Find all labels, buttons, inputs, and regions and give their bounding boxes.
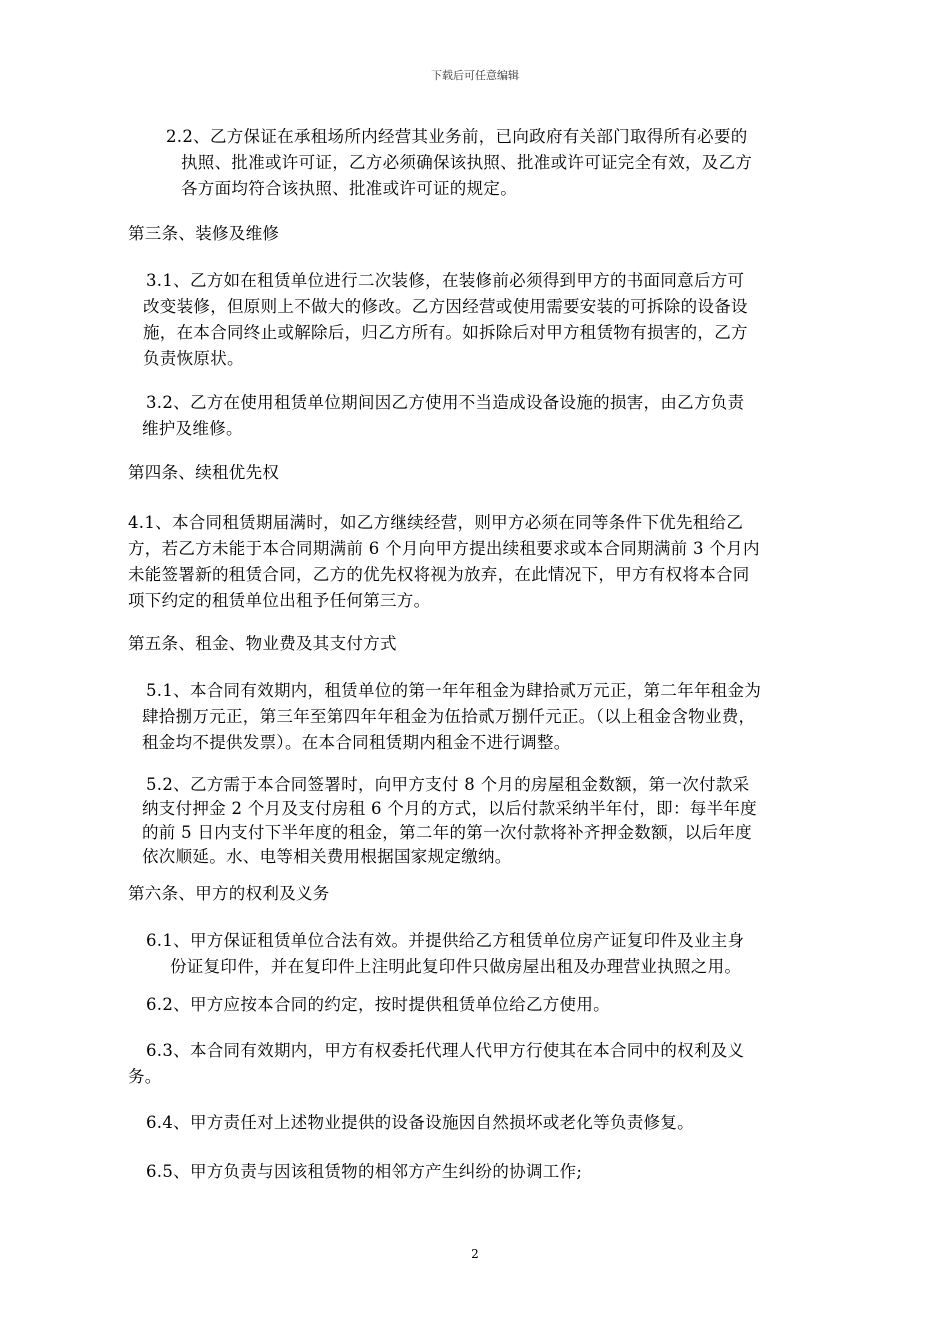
- text-line: 肆拾捌万元正，第三年至第四年年租金为伍拾贰万捌仟元正。（以上租金含物业费，: [142, 707, 756, 726]
- text-line: 方，若乙方未能于本合同期满前 6 个月向甲方提出续租要求或本合同期满前 3 个月内: [128, 539, 760, 558]
- clause-6-4: [146, 1110, 694, 1136]
- section-heading-4: [128, 460, 279, 486]
- text-line: 项下约定的租赁单位出租予任何第三方。: [128, 591, 431, 610]
- text-line: 未能签署新的租赁合同，乙方的优先权将视为放弃，在此情况下，甲方有权将本合同: [128, 565, 750, 584]
- section-heading-5: [128, 631, 397, 657]
- clause-5-2: [142, 773, 757, 869]
- text-line: 租金均不提供发票）。在本合同租赁期内租金不进行调整。: [142, 733, 571, 752]
- text-line: 施，在本合同终止或解除后，归乙方所有。如拆除后对甲方租赁物有损害的，乙方: [143, 323, 748, 342]
- text-line: 负责恢原状。: [143, 349, 244, 368]
- clause-5-1: [142, 678, 762, 756]
- text-line: 依次顺延。水、电等相关费用根据国家规定缴纳。: [142, 847, 512, 866]
- text-line: 份证复印件，并在复印件上注明此复印件只做房屋出租及办理营业执照之用。: [170, 957, 742, 976]
- section-heading-3: [128, 221, 279, 247]
- clause-3-1: [143, 268, 748, 372]
- heading-text: 第五条、租金、物业费及其支付方式: [128, 634, 397, 653]
- text-line: 纳支付押金 2 个月及支付房租 6 个月的方式，以后付款采纳半年付，即：每半年度: [142, 799, 757, 818]
- clause-6-3: [128, 1038, 745, 1090]
- clause-6-1: [146, 928, 744, 980]
- text-line: 各方面均符合该执照、批准或许可证的规定。: [181, 179, 517, 198]
- text-line: 6.3、本合同有效期内，甲方有权委托代理人代甲方行使其在本合同中的权利及义: [146, 1041, 745, 1060]
- text-line: 6.2、甲方应按本合同的约定，按时提供租赁单位给乙方使用。: [146, 995, 610, 1014]
- section-heading-6: [128, 881, 330, 907]
- text-line: 维护及维修。: [142, 419, 243, 438]
- heading-text: 第四条、续租优先权: [128, 463, 280, 482]
- clause-3-2: [142, 390, 745, 442]
- heading-text: 第三条、装修及维修: [128, 224, 280, 243]
- text-line: 4.1、本合同租赁期届满时，如乙方继续经营，则甲方必须在同等条件下优先租给乙: [128, 513, 744, 532]
- clause-6-5: [146, 1159, 582, 1185]
- clause-6-2: [146, 992, 610, 1018]
- text-line: 的前 5 日内支付下半年度的租金，第二年的第一次付款将补齐押金数额，以后年度: [142, 823, 752, 842]
- page-header: 下载后可任意编辑: [431, 69, 519, 82]
- text-line: 6.5、甲方负责与因该租赁物的相邻方产生纠纷的协调工作;: [146, 1162, 583, 1181]
- text-line: 执照、批准或许可证，乙方必须确保该执照、批准或许可证完全有效，及乙方: [181, 153, 753, 172]
- text-line: 务。: [128, 1067, 162, 1086]
- text-line: 6.1、甲方保证租赁单位合法有效。并提供给乙方租赁单位房产证复印件及业主身: [146, 931, 745, 950]
- clause-2-2: [166, 124, 752, 202]
- heading-text: 第六条、甲方的权利及义务: [128, 884, 330, 903]
- text-line: 2.2、乙方保证在承租场所内经营其业务前，已向政府有关部门取得所有必要的: [166, 127, 748, 146]
- clause-4-1: [128, 510, 760, 614]
- text-line: 3.1、乙方如在租赁单位进行二次装修，在装修前必须得到甲方的书面同意后方可: [146, 271, 745, 290]
- text-line: 5.2、乙方需于本合同签署时，向甲方支付 8 个月的房屋租金数额，第一次付款采: [146, 775, 750, 794]
- page-number: 2: [471, 1247, 479, 1261]
- text-line: 5.1、本合同有效期内，租赁单位的第一年年租金为肆拾贰万元正，第二年年租金为: [146, 681, 762, 700]
- text-line: 6.4、甲方责任对上述物业提供的设备设施因自然损坏或老化等负责修复。: [146, 1113, 694, 1132]
- text-line: 3.2、乙方在使用租赁单位期间因乙方使用不当造成设备设施的损害，由乙方负责: [146, 393, 745, 412]
- text-line: 改变装修，但原则上不做大的修改。乙方因经营或使用需要安装的可拆除的设备设: [143, 297, 748, 316]
